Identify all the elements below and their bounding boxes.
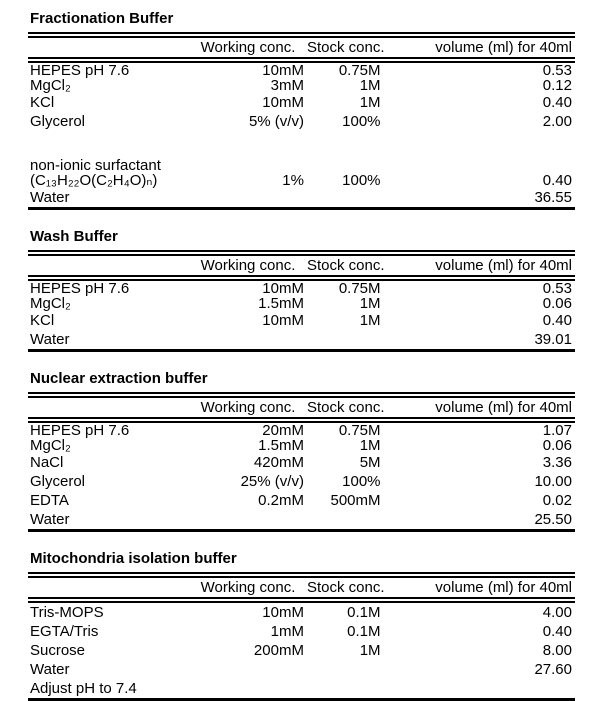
cell-stock-conc <box>307 660 384 679</box>
cell-note: Adjust pH to 7.4 <box>30 680 137 697</box>
cell-reagent: Tris-MOPS <box>30 604 104 621</box>
table-row-blank <box>28 131 575 158</box>
table-title: Nuclear extraction buffer <box>30 370 208 387</box>
cell-working-conc <box>192 660 307 679</box>
table-row <box>28 491 575 510</box>
header-row <box>28 35 575 60</box>
cell-volume: 36.55 <box>534 189 572 206</box>
mitochondria-isolation-buffer-table <box>28 572 575 701</box>
cell-reagent: HEPES pH 7.6 <box>30 62 130 79</box>
cell-stock-conc: 1M <box>359 642 381 659</box>
cell-volume: 4.00 <box>542 604 572 621</box>
cell-reagent: Sucrose <box>30 642 86 659</box>
col-header-reagent <box>28 575 192 600</box>
section-nuclear-extraction-buffer <box>28 369 603 532</box>
cell-reagent: MgCl₂ <box>30 77 71 94</box>
table-row-note <box>28 679 575 700</box>
table-title: Fractionation Buffer <box>30 10 174 27</box>
cell-reagent: Water <box>30 661 70 678</box>
table-row <box>28 158 575 173</box>
cell-stock-conc <box>307 158 384 173</box>
cell-volume: 10.00 <box>534 473 572 490</box>
col-header-volume: volume (ml) for 40ml <box>384 575 575 600</box>
cell-working-conc: 10mM <box>262 312 304 329</box>
cell-volume: 1.07 <box>542 422 572 439</box>
cell-working-conc: 20mM <box>262 422 304 439</box>
header-row <box>28 253 575 278</box>
cell-stock-conc: 0.75M <box>338 62 381 79</box>
cell-volume: 0.53 <box>542 62 572 79</box>
cell-reagent: Water <box>30 511 70 528</box>
cell-reagent: Glycerol <box>30 113 86 130</box>
cell-reagent: EGTA/Tris <box>30 623 99 640</box>
cell-volume: 27.60 <box>534 661 572 678</box>
cell-stock-conc <box>307 330 384 351</box>
table-row <box>28 93 575 112</box>
cell-volume: 0.53 <box>542 280 572 297</box>
cell-volume: 39.01 <box>534 331 572 348</box>
cell-reagent: Water <box>30 189 70 206</box>
table-title: Mitochondria isolation buffer <box>30 550 237 567</box>
cell-working-conc: 200mM <box>253 642 304 659</box>
cell-volume <box>384 158 575 173</box>
table-row <box>28 660 575 679</box>
table-row <box>28 330 575 351</box>
cell-reagent: non-ionic surfactant <box>30 157 161 174</box>
table-row <box>28 278 575 296</box>
table-row <box>28 112 575 131</box>
cell-working-conc <box>192 510 307 531</box>
cell-stock-conc: 0.1M <box>347 623 381 640</box>
cell-working-conc <box>192 679 307 700</box>
table-row <box>28 78 575 93</box>
cell-stock-conc <box>307 188 384 209</box>
cell-stock-conc: 5M <box>359 454 381 471</box>
cell-stock-conc: 1M <box>359 295 381 312</box>
cell-working-conc: 1.5mM <box>258 437 304 454</box>
table-row <box>28 173 575 188</box>
table-row <box>28 188 575 209</box>
col-header-working-conc: Working conc. <box>192 253 307 278</box>
cell-volume: 3.36 <box>542 454 572 471</box>
table-row <box>28 453 575 472</box>
col-header-volume: volume (ml) for 40ml <box>384 253 575 278</box>
fractionation-buffer-table <box>28 32 575 210</box>
cell-stock-conc: 1M <box>359 77 381 94</box>
cell-volume: 0.02 <box>542 492 572 509</box>
table-row <box>28 472 575 491</box>
nuclear-extraction-buffer-table <box>28 392 575 532</box>
table-row <box>28 420 575 438</box>
cell-reagent: MgCl₂ <box>30 295 71 312</box>
cell-volume <box>384 131 575 158</box>
table-row <box>28 510 575 531</box>
table-row <box>28 311 575 330</box>
cell-stock-conc: 0.75M <box>338 422 381 439</box>
header-row <box>28 575 575 600</box>
cell-volume: 8.00 <box>542 642 572 659</box>
table-row <box>28 438 575 453</box>
cell-stock-conc: 1M <box>359 312 381 329</box>
col-header-reagent <box>28 35 192 60</box>
cell-stock-conc: 100% <box>342 113 381 130</box>
cell-working-conc: 25% (v/v) <box>240 473 304 490</box>
cell-working-conc: 0.2mM <box>258 492 304 509</box>
cell-reagent: NaCl <box>30 454 64 471</box>
col-header-stock-conc: Stock conc. <box>307 395 384 420</box>
cell-volume <box>384 679 575 700</box>
cell-working-conc: 1% <box>282 172 304 189</box>
cell-working-conc: 1mM <box>270 623 304 640</box>
col-header-volume: volume (ml) for 40ml <box>384 35 575 60</box>
table-row <box>28 296 575 311</box>
cell-working-conc: 1.5mM <box>258 295 304 312</box>
cell-working-conc: 10mM <box>262 94 304 111</box>
cell-working-conc <box>192 330 307 351</box>
cell-volume: 2.00 <box>542 113 572 130</box>
cell-reagent: KCl <box>30 312 55 329</box>
cell-working-conc: 10mM <box>262 62 304 79</box>
col-header-working-conc: Working conc. <box>192 35 307 60</box>
col-header-working-conc: Working conc. <box>192 575 307 600</box>
cell-volume: 0.40 <box>542 312 572 329</box>
col-header-reagent <box>28 253 192 278</box>
section-wash-buffer <box>28 227 603 352</box>
col-header-reagent <box>28 395 192 420</box>
col-header-stock-conc: Stock conc. <box>307 575 384 600</box>
cell-stock-conc: 0.1M <box>347 604 381 621</box>
cell-volume: 25.50 <box>534 511 572 528</box>
table-row <box>28 60 575 78</box>
cell-stock-conc: 500mM <box>330 492 381 509</box>
cell-stock-conc <box>307 510 384 531</box>
cell-volume: 0.40 <box>542 623 572 640</box>
cell-reagent: EDTA <box>30 492 69 509</box>
cell-volume: 0.40 <box>542 172 572 189</box>
cell-stock-conc <box>307 679 384 700</box>
cell-reagent: MgCl₂ <box>30 437 71 454</box>
section-fractionation-buffer <box>28 9 603 210</box>
col-header-volume: volume (ml) for 40ml <box>384 395 575 420</box>
cell-reagent <box>28 131 192 158</box>
cell-reagent: HEPES pH 7.6 <box>30 280 130 297</box>
cell-reagent: KCl <box>30 94 55 111</box>
cell-working-conc: 5% (v/v) <box>248 113 304 130</box>
cell-stock-conc: 1M <box>359 437 381 454</box>
cell-reagent: Water <box>30 331 70 348</box>
table-row <box>28 641 575 660</box>
wash-buffer-table <box>28 250 575 352</box>
cell-stock-conc: 0.75M <box>338 280 381 297</box>
header-row <box>28 395 575 420</box>
cell-working-conc <box>192 131 307 158</box>
cell-reagent: (C₁₃H₂₂O(C₂H₄O)ₙ) <box>30 172 158 189</box>
cell-working-conc: 10mM <box>262 280 304 297</box>
cell-working-conc: 3mM <box>270 77 304 94</box>
table-title: Wash Buffer <box>30 228 118 245</box>
col-header-working-conc: Working conc. <box>192 395 307 420</box>
table-row <box>28 600 575 622</box>
cell-volume: 0.06 <box>542 437 572 454</box>
cell-stock-conc: 100% <box>342 172 381 189</box>
table-row <box>28 622 575 641</box>
cell-reagent: Glycerol <box>30 473 86 490</box>
cell-working-conc <box>192 188 307 209</box>
col-header-stock-conc: Stock conc. <box>307 35 384 60</box>
cell-volume: 0.40 <box>542 94 572 111</box>
section-mitochondria-isolation-buffer <box>28 549 603 701</box>
col-header-stock-conc: Stock conc. <box>307 253 384 278</box>
cell-volume: 0.12 <box>542 77 572 94</box>
cell-volume: 0.06 <box>542 295 572 312</box>
cell-working-conc: 10mM <box>262 604 304 621</box>
cell-working-conc <box>192 158 307 173</box>
cell-working-conc: 420mM <box>253 454 304 471</box>
cell-reagent: HEPES pH 7.6 <box>30 422 130 439</box>
cell-stock-conc <box>307 131 384 158</box>
cell-stock-conc: 100% <box>342 473 381 490</box>
cell-stock-conc: 1M <box>359 94 381 111</box>
